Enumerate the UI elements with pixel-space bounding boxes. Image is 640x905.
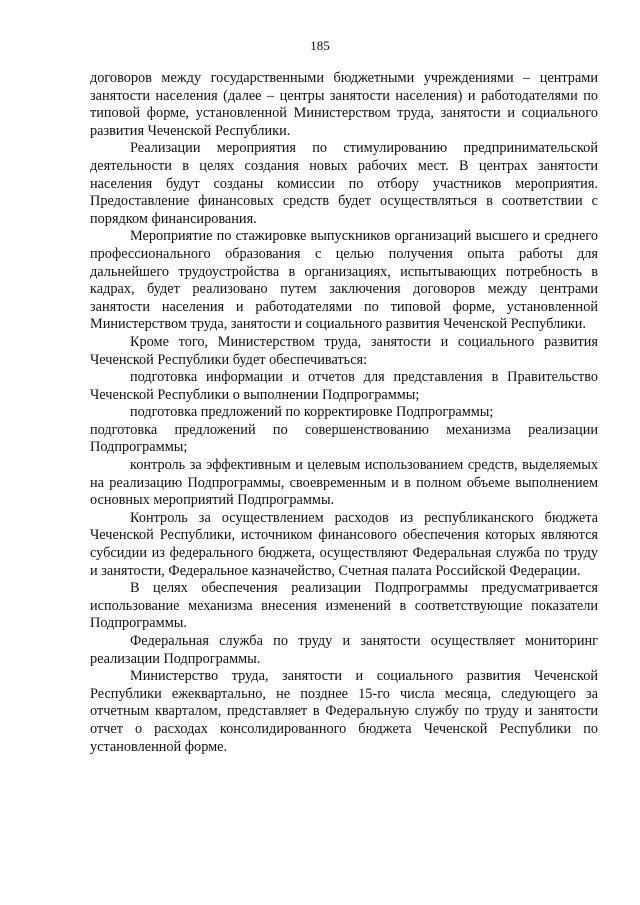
paragraph-11: Федеральная служба по труду и занятости осуществляет мониторинг реализации Подпрограммы. [90,633,598,667]
paragraph-2: Реализации мероприятия по стимулированию предпринимательской деятельности в целях создания новых рабочих мест. В центрах занятости населения будут созданы комиссии по отбору участников мероприятия. Предоставление финансовых средств будет осуществляться в соответствии с порядком финансирования. [90,140,598,227]
body-text [90,70,598,756]
paragraph-8: контроль за эффективным и целевым использованием средств, выделяемых на реализацию Подпрограммы, своевременным и в полном объеме выполнением основных мероприятий Подпрограммы. [90,457,598,509]
paragraph-10: В целях обеспечения реализации Подпрограммы предусматривается использование механизма внесения изменений в соответствующие показатели Подпрограммы. [90,580,598,632]
paragraph-4: Кроме того, Министерством труда, занятости и социального развития Чеченской Республики будет обеспечиваться: [90,333,598,368]
paragraph-9: Контроль за осуществлением расходов из республиканского бюджета Чеченской Республики, источником финансового обеспечения которых являются субсидии из федерального бюджета, осуществляют Федеральная служба по труду и занятости, Федеральное казначейство, Счетная палата Российской Федерации. [90,509,598,579]
paragraph-12: Министерство труда, занятости и социального развития Чеченской Республики ежеквартально, не позднее 15-го числа месяца, следующего за отчетным кварталом, представляет в Федеральную службу по труду и занятости отчет о расходах консолидированного бюджета Чеченской Республики по установленной форме. [90,668,598,755]
paragraph-7: подготовка предложений по совершенствованию механизма реализации Подпрограммы; [90,421,598,456]
paragraph-5: подготовка информации и отчетов для представления в Правительство Чеченской Республики о выполнении Подпрограммы; [90,369,598,403]
paragraph-1: договоров между государственными бюджетными учреждениями – центрами занятости населения (далее – центры занятости населения) и работодателями по типовой форме, установленной Министерством труда, занятости и социального развития Чеченской Республики. [90,70,598,139]
page-number: 185 [310,38,330,53]
paragraph-6: подготовка предложений по корректировке Подпрограммы; [130,404,494,421]
paragraph-3: Мероприятие по стажировке выпускников организаций высшего и среднего профессионального образования с целью получения опыта работы для дальнейшего трудоустройства в организациях, испытывающих потребность в кадрах, будет реализовано путем заключения договоров между центрами занятости населения и работодателями по типовой форме, установленной Министерством труда, занятости и социального развития Чеченской Республики. [90,228,598,333]
